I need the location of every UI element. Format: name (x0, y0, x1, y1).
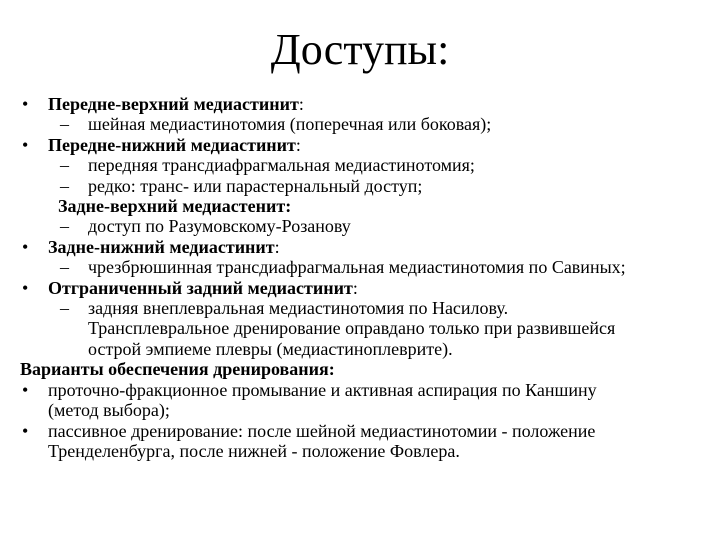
dash-marker: – (60, 175, 69, 196)
drainage-item-text: проточно-фракционное промывание и активная аспирация по Каншину (48, 379, 597, 400)
bullet-marker: • (22, 277, 29, 298)
list-item-posterior-superior (20, 196, 712, 216)
sub-item-text: шейная медиастинотомия (поперечная или боковая); (88, 114, 492, 135)
bullet-marker: • (22, 236, 29, 257)
heading-colon: : (274, 236, 280, 257)
slide-content (20, 94, 712, 461)
bullet-marker: • (22, 420, 29, 441)
list-item-posterior-inferior (20, 237, 712, 257)
drainage-item-continuation: Тренделенбурга, после нижней - положение Фовлера. (48, 440, 460, 461)
dash-marker: – (60, 155, 69, 176)
bullet-marker: • (22, 94, 29, 114)
sub-item-continuation: Трансплевральное дренирование оправдано только при развившейся (88, 318, 616, 339)
sub-item-text: задняя внеплевральная медиастинотомия по Насилову. (88, 298, 509, 319)
sub-item-text: доступ по Разумовскому-Розанову (88, 216, 351, 237)
sub-item (20, 257, 712, 277)
sub-item (20, 114, 712, 134)
section-heading: Передне-нижний медиастинит (48, 134, 296, 155)
bullet-marker: • (22, 134, 29, 155)
sub-item (20, 176, 712, 196)
dash-marker: – (60, 257, 69, 278)
sub-item (20, 298, 712, 318)
dash-marker: – (60, 298, 69, 319)
section-heading: Передне-верхний медиастинит (48, 94, 299, 114)
slide-title: Доступы: (270, 25, 450, 74)
heading-colon: : (352, 277, 358, 298)
sub-item (20, 216, 712, 236)
drainage-item-continuation: (метод выбора); (48, 400, 170, 421)
dash-marker: – (60, 216, 69, 237)
section-heading: Отграниченный задний медиастинит (48, 277, 353, 298)
list-item-anterior-inferior (20, 135, 712, 155)
drainage-heading: Варианты обеспечения дренирования: (20, 359, 335, 380)
list-item-anterior-superior (20, 94, 712, 114)
heading-colon: : (295, 134, 301, 155)
section-heading: Задне-нижний медиастинит (48, 236, 275, 257)
dash-marker: – (60, 114, 69, 135)
sub-item-text: редко: транс- или парастернальный доступ; (88, 175, 423, 196)
drainage-item (20, 380, 712, 400)
section-heading: Задне-верхний медиастенит: (58, 196, 292, 217)
list-item-limited-posterior (20, 278, 712, 298)
sub-item-text: передняя трансдиафрагмальная медиастинотомия; (88, 155, 475, 176)
drainage-item-text: пассивное дренирование: после шейной медиастинотомии - положение (48, 420, 596, 441)
sub-item-text: чрезбрюшинная трансдиафрагмальная медиастинотомия по Савиных; (88, 257, 626, 278)
heading-colon: : (298, 94, 304, 114)
sub-item-continuation: острой эмпиеме плевры (медиастиноплеврите). (88, 338, 453, 359)
bullet-marker: • (22, 379, 29, 400)
drainage-item (20, 421, 712, 441)
sub-item (20, 155, 712, 175)
